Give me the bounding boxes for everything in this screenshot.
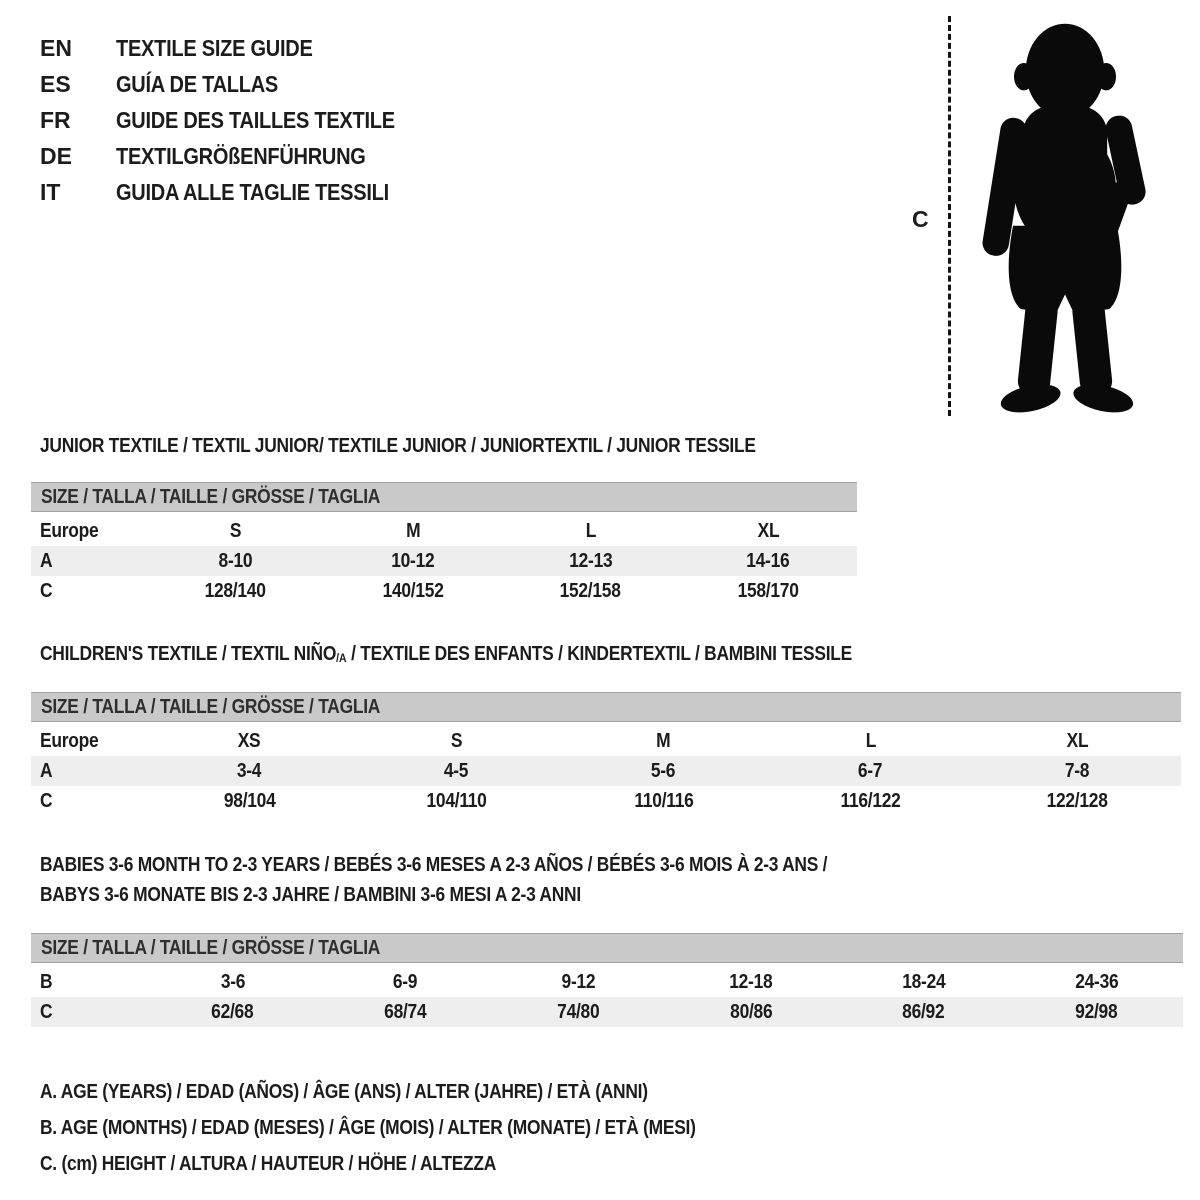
- row-label-a: A: [40, 759, 53, 782]
- size-col-xl: XL: [1066, 729, 1089, 752]
- height-value: 110/116: [633, 789, 694, 812]
- months-value: 12-18: [729, 970, 773, 993]
- lang-row-es: [40, 66, 437, 102]
- height-value: 98/104: [223, 789, 276, 812]
- babies-section-title-line2: BABYS 3-6 MONATE BIS 2-3 JAHRE / BAMBINI 3-6 MESI A 2-3 ANNI: [40, 884, 581, 906]
- junior-textile-section: [31, 436, 857, 606]
- height-value: 122/128: [1046, 789, 1109, 812]
- children-textile-section: [31, 644, 1181, 816]
- height-value: 68/74: [384, 1000, 427, 1023]
- table-row-height: [31, 576, 857, 606]
- months-value: 6-9: [393, 970, 418, 993]
- children-size-header: SIZE / TALLA / TAILLE / GRÖSSE / TAGLIA: [41, 696, 381, 718]
- guide-title-en: TEXTILE SIZE GUIDE: [116, 35, 313, 61]
- age-value: 5-6: [651, 759, 676, 782]
- size-col-m: M: [656, 729, 671, 752]
- baby-silhouette-image: [962, 12, 1168, 418]
- junior-size-header: SIZE / TALLA / TAILLE / GRÖSSE / TAGLIA: [41, 486, 381, 508]
- table-row-age: [31, 756, 1181, 786]
- months-value: 3-6: [220, 970, 245, 993]
- age-value: 3-4: [237, 759, 262, 782]
- age-value: 8-10: [218, 549, 253, 572]
- lang-code: ES: [40, 71, 71, 97]
- height-value: 152/158: [560, 579, 622, 602]
- height-value: 86/92: [902, 1000, 945, 1023]
- size-col-xs: XS: [238, 729, 261, 752]
- age-value: 4-5: [444, 759, 469, 782]
- size-col-m: M: [405, 519, 421, 542]
- height-value: 74/80: [557, 1000, 600, 1023]
- age-value: 6-7: [858, 759, 883, 782]
- height-measure-dashed-line: [948, 16, 951, 416]
- height-value: 92/98: [1075, 1000, 1118, 1023]
- guide-title-de: TEXTILGRÖßENFÜHRUNG: [116, 143, 366, 169]
- junior-section-title: JUNIOR TEXTILE / TEXTIL JUNIOR/ TEXTILE JUNIOR / JUNIORTEXTIL / JUNIOR TESSILE: [40, 435, 756, 457]
- months-value: 24-36: [1074, 970, 1119, 993]
- height-value: 140/152: [382, 579, 444, 602]
- junior-size-table: [31, 516, 857, 606]
- row-label-c: C: [40, 789, 53, 812]
- height-value: 80/86: [729, 1000, 773, 1023]
- table-row-europe: [31, 516, 857, 546]
- lang-code: FR: [40, 107, 71, 133]
- height-value: 116/122: [840, 789, 901, 812]
- row-label-a: A: [40, 549, 53, 572]
- note-age-years: A. AGE (YEARS) / EDAD (AÑOS) / ÂGE (ANS) / ALTER (JAHRE) / ETÀ (ANNI): [40, 1081, 648, 1103]
- table-row-age: [31, 546, 857, 576]
- row-label-b: B: [40, 970, 53, 993]
- children-section-title: CHILDREN'S TEXTILE / TEXTIL NIÑO/A / TEXTILE DES ENFANTS / KINDERTEXTIL / BAMBINI TESSILE: [40, 643, 853, 666]
- months-value: 9-12: [561, 970, 596, 993]
- guide-title-es: GUÍA DE TALLAS: [116, 71, 278, 97]
- babies-section-title-line1: BABIES 3-6 MONTH TO 2-3 YEARS / BEBÉS 3-6 MESES A 2-3 AÑOS / BÉBÉS 3-6 MOIS À 2-3 ANS /: [40, 854, 828, 876]
- height-value: 158/170: [737, 579, 799, 602]
- nino-a-subscript: /A: [336, 651, 347, 666]
- children-size-table: [31, 726, 1181, 816]
- region-label: Europe: [40, 729, 99, 752]
- age-value: 14-16: [746, 549, 790, 572]
- height-value: 104/110: [426, 789, 487, 812]
- legend-notes: [40, 1074, 794, 1182]
- age-value: 12-13: [568, 549, 613, 572]
- months-value: 18-24: [902, 970, 946, 993]
- note-height-cm: C. (cm) HEIGHT / ALTURA / HAUTEUR / HÖHE / ALTEZZA: [40, 1153, 497, 1175]
- lang-row-fr: [40, 102, 437, 138]
- table-row-height: [31, 997, 1183, 1027]
- table-row-europe: [31, 726, 1181, 756]
- lang-row-it: [40, 174, 437, 210]
- table-row-height: [31, 786, 1181, 816]
- note-age-months: B. AGE (MONTHS) / EDAD (MESES) / ÂGE (MOIS) / ALTER (MONATE) / ETÀ (MESI): [40, 1117, 696, 1139]
- lang-row-de: [40, 138, 437, 174]
- babies-size-header: SIZE / TALLA / TAILLE / GRÖSSE / TAGLIA: [41, 937, 381, 959]
- size-col-s: S: [450, 729, 463, 752]
- size-col-l: L: [585, 519, 596, 542]
- size-col-s: S: [229, 519, 242, 542]
- age-value: 10-12: [391, 549, 435, 572]
- lang-code: EN: [40, 35, 72, 61]
- babies-size-table: [31, 967, 1183, 1027]
- size-col-xl: XL: [757, 519, 780, 542]
- height-value: 62/68: [211, 1000, 254, 1023]
- babies-textile-section: [31, 850, 1183, 1027]
- table-row-months: [31, 967, 1183, 997]
- guide-title-fr: GUIDE DES TAILLES TEXTILE: [116, 107, 395, 133]
- height-measure-label: C: [912, 206, 929, 232]
- row-label-c: C: [40, 1000, 53, 1023]
- language-title-list: [40, 30, 437, 210]
- height-value: 128/140: [204, 579, 266, 602]
- lang-code: IT: [40, 179, 61, 205]
- age-value: 7-8: [1065, 759, 1090, 782]
- row-label-c: C: [40, 579, 53, 602]
- guide-title-it: GUIDA ALLE TAGLIE TESSILI: [116, 179, 389, 205]
- lang-code: DE: [40, 143, 72, 169]
- lang-row-en: [40, 30, 437, 66]
- size-col-l: L: [865, 729, 876, 752]
- region-label: Europe: [40, 519, 99, 542]
